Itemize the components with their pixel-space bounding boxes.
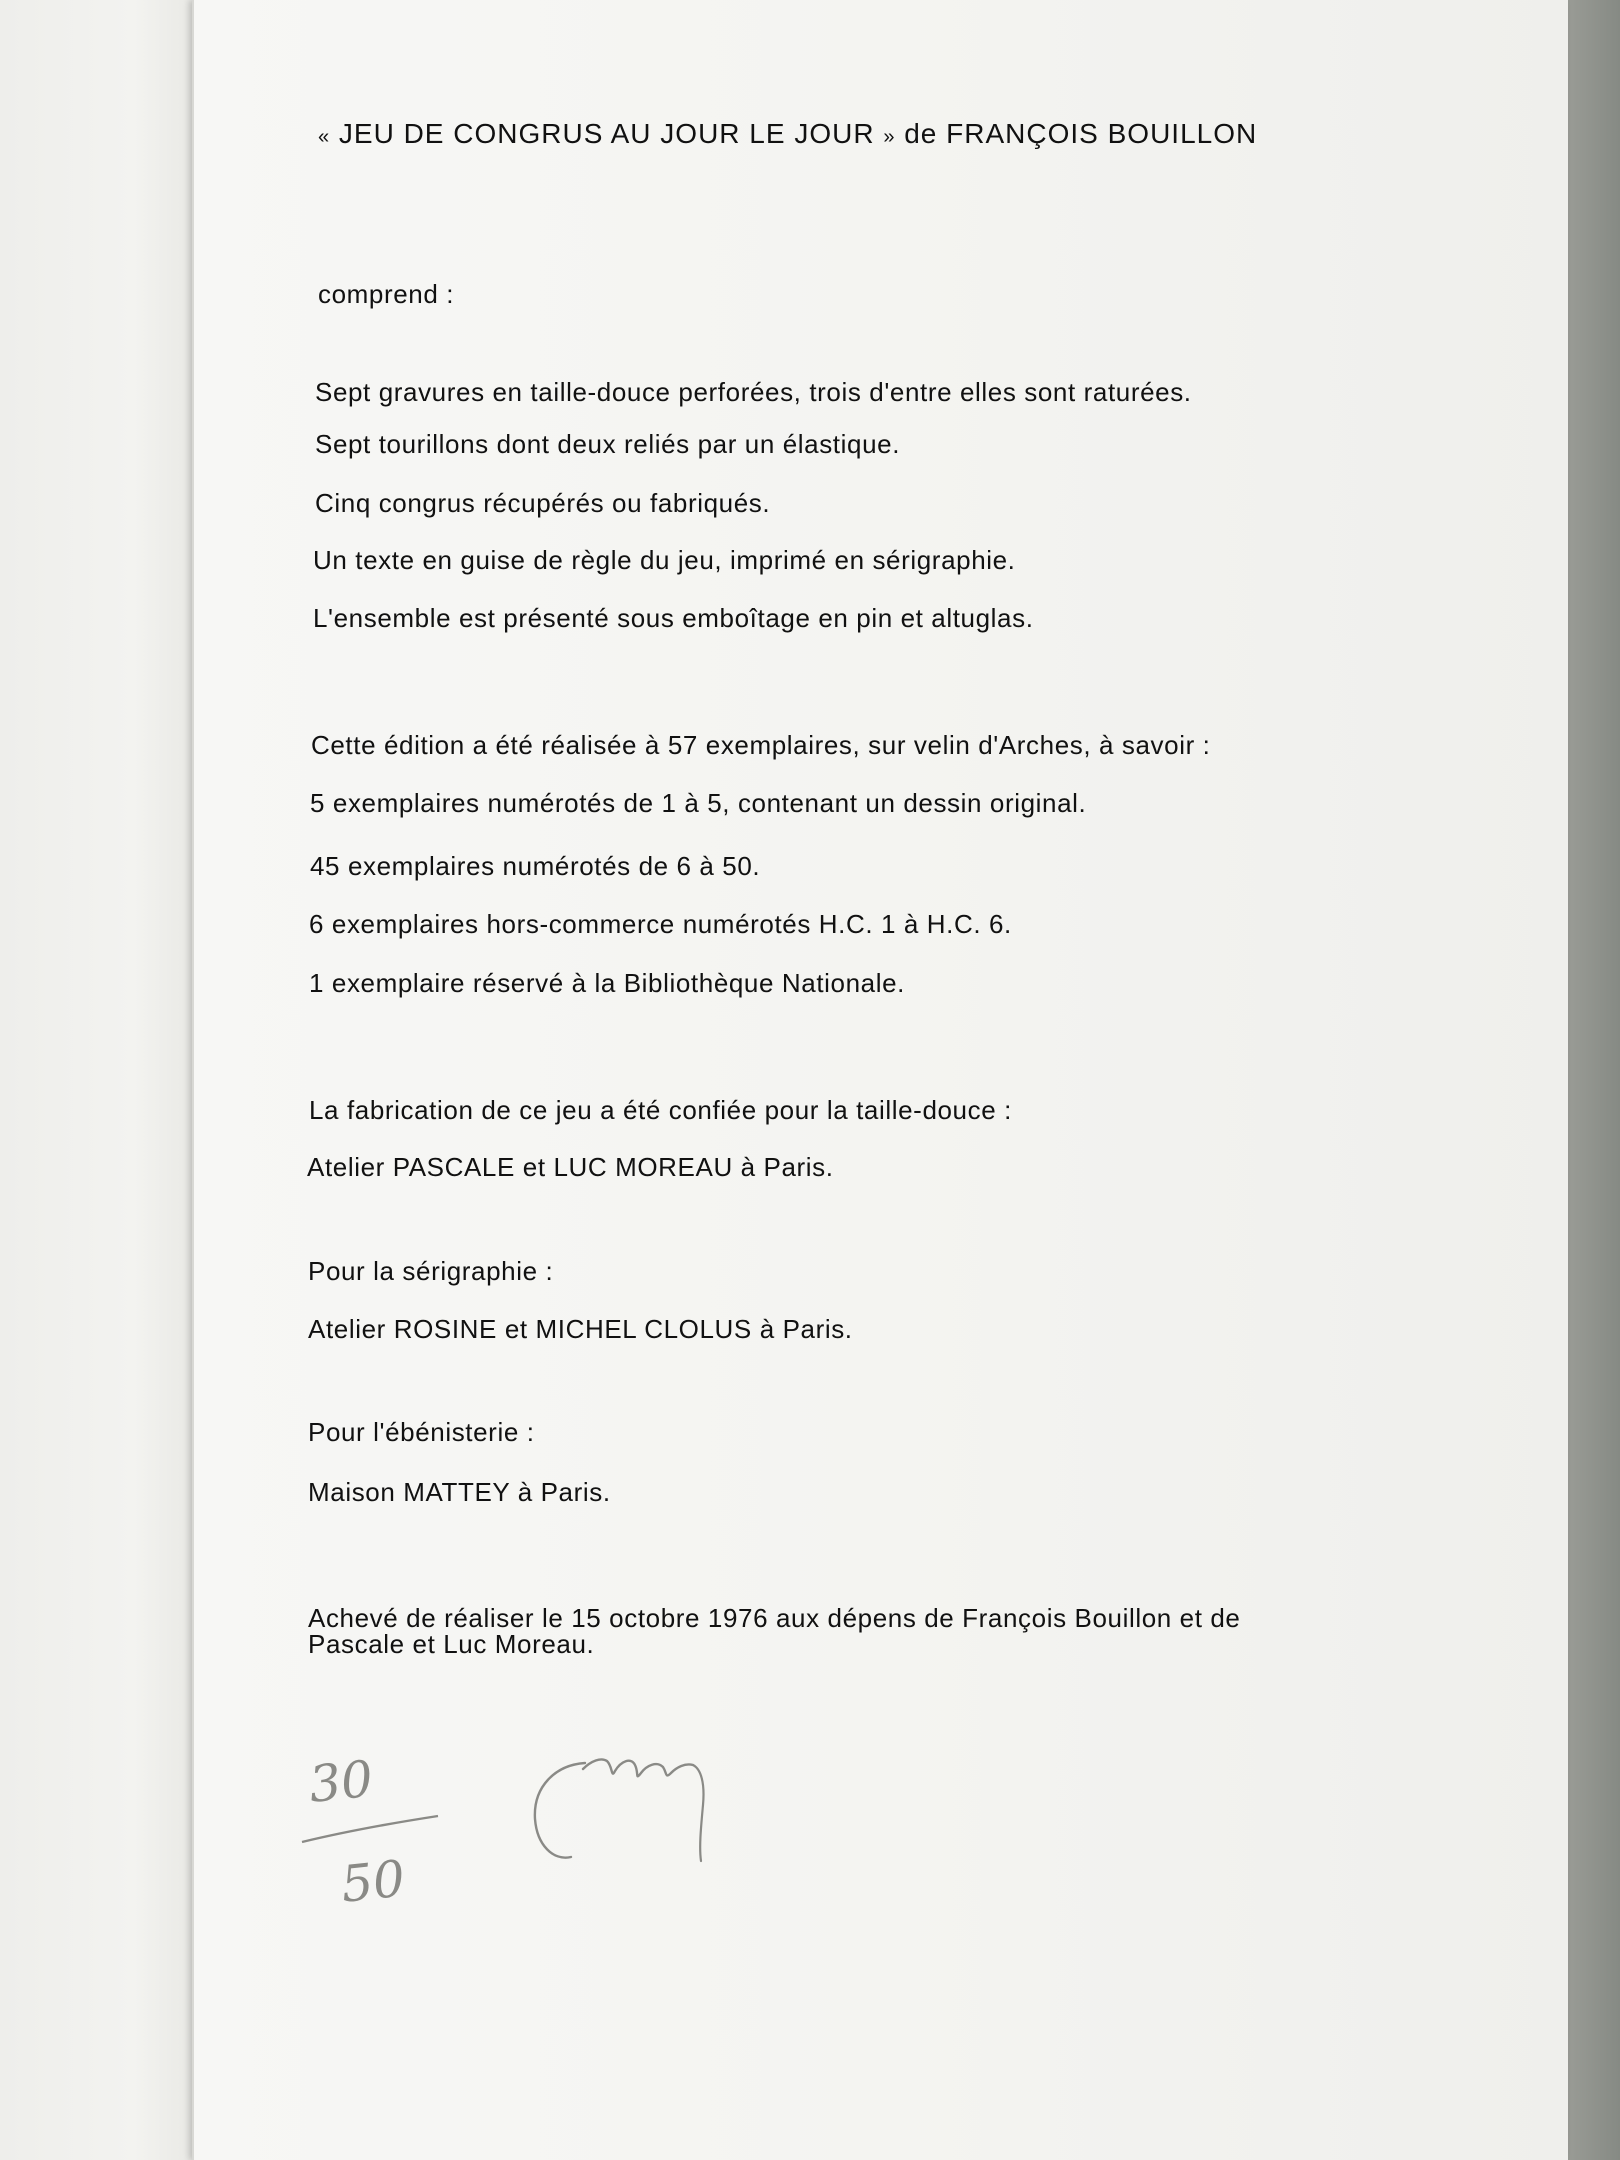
fabrication-intro: La fabrication de ce jeu a été confiée pour la taille-douce :	[309, 1095, 1012, 1125]
contents-line: Sept tourillons dont deux reliés par un élastique.	[315, 429, 901, 459]
contents-line: Sept gravures en taille-douce perforées, trois d'entre elles sont raturées.	[315, 377, 1192, 407]
colophon-text: Achevé de réaliser le 15 octobre 1976 aux dépens de François Bouillon et de Pascale et Luc Moreau.	[308, 1603, 1241, 1659]
table-surface	[1566, 0, 1620, 2160]
page-title	[318, 118, 1257, 150]
open-quote: «	[318, 126, 331, 148]
edition-line: Cette édition a été réalisée à 57 exemplaires, sur velin d'Arches, à savoir :	[311, 730, 1211, 760]
close-quote: »	[883, 126, 896, 148]
edition-line: 45 exemplaires numérotés de 6 à 50.	[310, 851, 761, 881]
edition-line: 1 exemplaire réservé à la Bibliothèque Nationale.	[309, 968, 905, 998]
facing-page-left	[0, 0, 192, 2160]
edition-line: 6 exemplaires hors-commerce numérotés H.C. 1 à H.C. 6.	[309, 909, 1012, 939]
serigraphie-label: Pour la sérigraphie :	[308, 1256, 554, 1286]
copy-number: 30	[306, 1749, 376, 1814]
artist-signature	[515, 1735, 775, 1885]
intro-text: comprend :	[318, 279, 455, 309]
contents-line: Un texte en guise de règle du jeu, imprimé en sérigraphie.	[313, 545, 1016, 575]
edition-number-handwritten	[290, 1740, 450, 1920]
fabrication-serigraphie: Atelier ROSINE et MICHEL CLOLUS à Paris.	[308, 1314, 853, 1344]
author-name: de FRANÇOIS BOUILLON	[904, 118, 1258, 149]
fabrication-taille-douce: Atelier PASCALE et LUC MOREAU à Paris.	[307, 1152, 834, 1182]
contents-line: L'ensemble est présenté sous emboîtage en pin et altuglas.	[313, 603, 1034, 633]
fabrication-ebenisterie: Maison MATTEY à Paris.	[308, 1477, 611, 1507]
fraction-bar	[302, 1816, 438, 1842]
total-copies: 50	[338, 1849, 408, 1914]
edition-line: 5 exemplaires numérotés de 1 à 5, contenant un dessin original.	[310, 788, 1087, 818]
contents-line: Cinq congrus récupérés ou fabriqués.	[315, 488, 771, 518]
work-title: JEU DE CONGRUS AU JOUR LE JOUR	[338, 118, 875, 149]
ebenisterie-label: Pour l'ébénisterie :	[308, 1417, 535, 1447]
